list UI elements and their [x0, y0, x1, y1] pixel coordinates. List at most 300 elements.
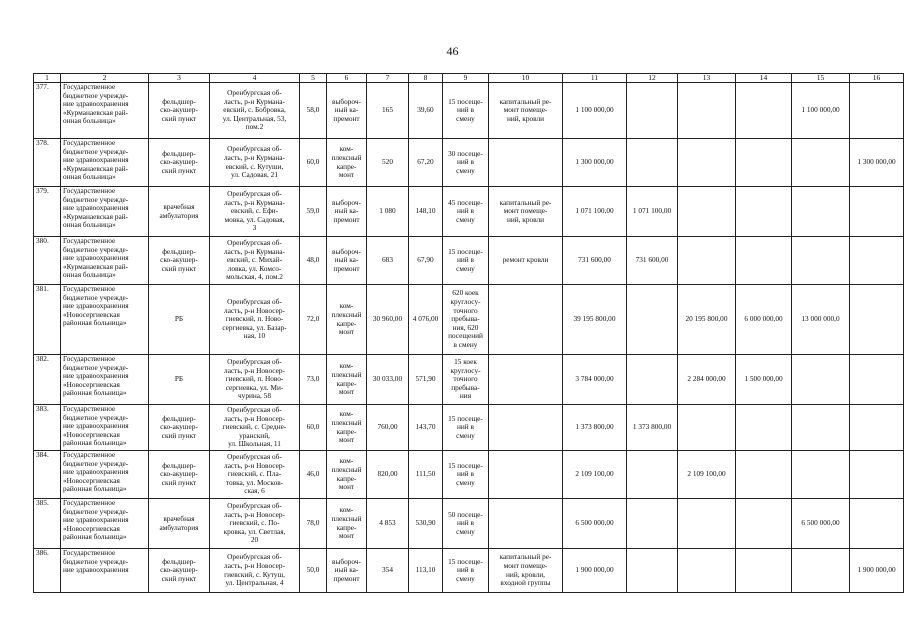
repair-type	[327, 237, 367, 285]
facility-address-line: уранский,	[239, 430, 270, 440]
amount-col-14	[736, 187, 792, 237]
institution-name-line: ние здравоохранения	[63, 371, 129, 381]
facility-type	[149, 139, 210, 187]
institution-name	[61, 285, 149, 355]
capacity-line: смену	[456, 263, 475, 273]
repair-type-line: выбороч-	[332, 556, 361, 566]
facility-address-line: Оренбургская об-	[227, 238, 282, 248]
amount-col-13	[678, 187, 736, 237]
capacity-line: в смену	[453, 339, 478, 349]
repair-type-line: монт	[338, 482, 355, 492]
institution-name-line: онная больница»	[63, 270, 116, 280]
amount-col-16	[850, 405, 904, 451]
cell-col-5: 48,0	[300, 237, 327, 285]
capacity	[443, 187, 489, 237]
facility-type-line: ско-акушер-	[160, 105, 198, 115]
capacity-line: 15 посеще-	[448, 246, 483, 256]
amount-col-15	[792, 405, 850, 451]
repair-type	[327, 451, 367, 499]
facility-address-line: Оренбургская об-	[227, 357, 282, 367]
institution-name-line: ние здравоохранения	[63, 421, 129, 431]
facility-address-line: Оренбургская об-	[227, 552, 282, 562]
institution-name	[61, 355, 149, 405]
institution-name-line: «Курманаевская рай-	[63, 163, 129, 173]
facility-address-line: 20	[250, 535, 259, 545]
facility-type-line: ско-акушер-	[160, 469, 198, 479]
total-amount: 2 109 100,00	[563, 451, 627, 499]
repair-type-line: плексный	[331, 309, 362, 319]
facility-address-line: Оренбургская об-	[227, 88, 282, 98]
amount-col-16: 1 900 000,00	[850, 549, 904, 593]
capacity-line: пребыва-	[451, 314, 480, 324]
institution-name-line: бюджетное учрежде-	[63, 292, 129, 302]
institution-name-line: ние здравоохранения	[63, 253, 129, 263]
capacity-line: 15 посеще-	[448, 96, 483, 106]
institution-name-line: Государственное	[63, 82, 116, 91]
cell-col-8: 148,10	[409, 187, 443, 237]
repair-type-line: плексный	[331, 513, 362, 523]
institution-name-line: бюджетное учрежде-	[63, 556, 129, 566]
capacity-line: 15 посеще-	[448, 413, 483, 423]
amount-col-16: 1 300 000,00	[850, 139, 904, 187]
institution-name-line: Государственное	[63, 284, 116, 293]
amount-col-12	[627, 139, 678, 187]
institution-name-line: ние здравоохранения	[63, 301, 129, 311]
facility-type-line: амбулатория	[159, 210, 199, 220]
capacity-line: 45 посеще-	[448, 197, 483, 207]
amount-col-14	[736, 405, 792, 451]
facility-type-line: ско-акушер-	[160, 157, 198, 167]
repair-type	[327, 405, 367, 451]
facility-type-line: ский пункт	[161, 573, 197, 583]
total-amount: 6 500 000,00	[563, 499, 627, 549]
institution-name-line: онная больница»	[63, 220, 116, 230]
facility-address	[210, 187, 300, 237]
amount-col-13	[678, 83, 736, 139]
amount-col-12	[627, 285, 678, 355]
capacity-line: смену	[456, 214, 475, 224]
institution-name-line: «Курманаевская рай-	[63, 107, 129, 117]
capacity-line: 15 посеще-	[448, 556, 483, 566]
cell-col-5: 59,0	[300, 187, 327, 237]
amount-col-14: 1 500 000,00	[736, 355, 792, 405]
facility-type	[149, 499, 210, 549]
facility-type	[149, 187, 210, 237]
total-amount: 1 300 000,00	[563, 139, 627, 187]
facility-address	[210, 237, 300, 285]
institution-name	[61, 549, 149, 593]
institution-name-line: «Новосергиевская	[63, 523, 120, 533]
facility-type-line: фельдшер-	[162, 96, 196, 106]
institution-name-line: «Новосергиевская	[63, 429, 120, 439]
cell-col-5: 50,0	[300, 549, 327, 593]
total-amount: 3 784 000,00	[563, 355, 627, 405]
amount-col-16	[850, 499, 904, 549]
works-description-line: монт помеще-	[503, 105, 548, 115]
capacity-line: 620 коек	[452, 288, 479, 298]
facility-address-line: пом.2	[245, 122, 264, 132]
facility-type-line: ский пункт	[161, 263, 197, 273]
capacity	[443, 83, 489, 139]
repair-type-line: ный ка-	[334, 206, 359, 216]
repair-type-line: капре-	[336, 522, 357, 532]
works-description-line: монт помеще-	[503, 560, 548, 570]
institution-name-line: «Новосергиевская	[63, 309, 120, 319]
amount-col-14	[736, 139, 792, 187]
institution-name-line: Государственное	[63, 236, 116, 245]
repair-type	[327, 285, 367, 355]
cell-col-8: 571,90	[409, 355, 443, 405]
capacity-line: круглосу-	[450, 365, 481, 375]
works-description-line: ний, кровли,	[506, 569, 545, 579]
institution-name-line: бюджетное учрежде-	[63, 244, 129, 254]
capacity-line: посещений	[448, 331, 483, 341]
amount-col-14	[736, 237, 792, 285]
works-description-line: монт помеще-	[503, 206, 548, 216]
cell-col-8: 67,20	[409, 139, 443, 187]
institution-name-line: бюджетное учрежде-	[63, 458, 129, 468]
capacity	[443, 237, 489, 285]
facility-type	[149, 83, 210, 139]
facility-address-line: ул. Школьная, 11	[228, 439, 281, 449]
works-description-line: входной группы	[500, 578, 551, 588]
amount-col-13: 2 109 100,00	[678, 451, 736, 499]
amount-col-15	[792, 549, 850, 593]
facility-address-line: гиевский, с. Пла-	[227, 469, 282, 479]
total-amount: 1 373 800,00	[563, 405, 627, 451]
amount-col-13: 2 284 000,00	[678, 355, 736, 405]
facility-address-line: чурина, 58	[238, 391, 271, 401]
capacity-line: ний в	[457, 206, 474, 216]
institution-name-line: онная больница»	[63, 172, 116, 182]
institution-name-line: «Новосергиевская	[63, 379, 120, 389]
facility-type-line: врачебная	[163, 201, 195, 211]
total-amount: 1 071 100,00	[563, 187, 627, 237]
institution-name-line: Государственное	[63, 138, 116, 147]
cell-col-7: 760,00	[367, 405, 409, 451]
column-number-1: 1	[34, 74, 61, 83]
repair-type	[327, 355, 367, 405]
capacity-line: точного	[453, 374, 478, 384]
capacity-line: ний в	[457, 105, 474, 115]
facility-address	[210, 451, 300, 499]
repair-type-line: плексный	[331, 152, 362, 162]
capacity-line: 15 посеще-	[448, 460, 483, 470]
repair-type-line: ком-	[339, 301, 354, 311]
facility-address-line: ласть, р-н Курмана-	[224, 197, 285, 207]
cell-col-5: 78,0	[300, 499, 327, 549]
works-description	[489, 549, 563, 593]
facility-address-line: евский, с. Михай-	[226, 255, 283, 265]
row-number: 382.	[34, 355, 61, 405]
facility-address-line: мовка, ул. Садовая,	[224, 214, 285, 224]
facility-address-line: Оренбургская об-	[227, 405, 282, 415]
column-number-2: 2	[61, 74, 149, 83]
works-description	[489, 405, 563, 451]
capacity	[443, 499, 489, 549]
capacity	[443, 405, 489, 451]
facility-address	[210, 499, 300, 549]
table-row	[34, 499, 904, 549]
repair-type-line: ный ка-	[334, 565, 359, 575]
amount-col-15: 6 500 000,00	[792, 499, 850, 549]
amount-col-16	[850, 187, 904, 237]
facility-address-line: сергиевка, ул. Базар-	[222, 322, 287, 332]
amount-col-14	[736, 499, 792, 549]
cell-col-7: 30 033,00	[367, 355, 409, 405]
facility-address-line: ная, 10	[243, 331, 266, 341]
amount-col-14	[736, 451, 792, 499]
facility-type-line: ско-акушер-	[160, 565, 198, 575]
facility-address	[210, 405, 300, 451]
amount-col-13	[678, 499, 736, 549]
total-amount: 39 195 800,00	[563, 285, 627, 355]
cell-col-5: 72,0	[300, 285, 327, 355]
facility-type-line: ский пункт	[161, 430, 197, 440]
amount-col-16	[850, 451, 904, 499]
amount-col-13	[678, 549, 736, 593]
amount-col-14	[736, 83, 792, 139]
facility-address-line: ловка, ул. Комсо-	[227, 263, 282, 273]
facility-type	[149, 451, 210, 499]
cell-col-8: 4 076,00	[409, 285, 443, 355]
column-number-8: 8	[409, 74, 443, 83]
facility-address-line: товка, ул. Москов-	[225, 477, 284, 487]
amount-col-12	[627, 355, 678, 405]
column-number-3: 3	[149, 74, 210, 83]
facility-address-line: 3	[252, 223, 257, 233]
column-number-16: 16	[850, 74, 904, 83]
cell-col-7: 354	[367, 549, 409, 593]
table-row	[34, 451, 904, 499]
facility-address-line: Оренбургская об-	[227, 501, 282, 511]
repair-type-line: капре-	[336, 378, 357, 388]
amount-col-13	[678, 139, 736, 187]
capacity-line: ний в	[457, 422, 474, 432]
amount-col-13	[678, 237, 736, 285]
facility-address	[210, 83, 300, 139]
repair-type	[327, 499, 367, 549]
amount-col-16	[850, 237, 904, 285]
row-number: 385.	[34, 499, 61, 549]
institution-name-line: ние здравоохранения	[63, 467, 129, 477]
capital-repair-table	[33, 73, 904, 593]
amount-col-15	[792, 451, 850, 499]
amount-col-15: 13 000 000,0	[792, 285, 850, 355]
institution-name-line: бюджетное учрежде-	[63, 506, 129, 516]
cell-col-5: 73,0	[300, 355, 327, 405]
column-number-7: 7	[367, 74, 409, 83]
table-row	[34, 139, 904, 187]
amount-col-15	[792, 237, 850, 285]
facility-address-line: гиевский, с. По-	[229, 518, 280, 528]
facility-address-line: гиевский, с. Кутуш,	[224, 569, 285, 579]
amount-col-12: 1 373 800,00	[627, 405, 678, 451]
facility-type	[149, 549, 210, 593]
institution-name-line: районная больница»	[63, 438, 127, 448]
repair-type-line: плексный	[331, 417, 362, 427]
repair-type-line: ком-	[339, 505, 354, 515]
repair-type-line: монт	[338, 327, 355, 337]
facility-address	[210, 549, 300, 593]
repair-type-line: монт	[338, 531, 355, 541]
facility-type-line: врачебная	[163, 513, 195, 523]
facility-type-line: ский пункт	[161, 165, 197, 175]
capacity-line: точного	[453, 305, 478, 315]
facility-address-line: ласть, р-н Новосер-	[224, 509, 285, 519]
amount-col-13	[678, 405, 736, 451]
facility-type	[149, 237, 210, 285]
capacity-line: пребыва-	[451, 382, 480, 392]
table-row	[34, 405, 904, 451]
column-number-4: 4	[210, 74, 300, 83]
facility-address-line: Оренбургская об-	[227, 189, 282, 199]
institution-name-line: ние здравоохранения	[63, 155, 129, 165]
facility-address-line: ул. Центральная, 53,	[222, 113, 287, 123]
facility-address-line: евский, с. Кутуши,	[225, 161, 284, 171]
amount-col-15: 1 100 000,00	[792, 83, 850, 139]
row-number: 386.	[34, 549, 61, 593]
capacity	[443, 285, 489, 355]
cell-col-8: 113,10	[409, 549, 443, 593]
facility-address-line: гиевский, п. Ново-	[225, 374, 284, 384]
capacity	[443, 549, 489, 593]
repair-type	[327, 549, 367, 593]
institution-name-line: бюджетное учрежде-	[63, 146, 129, 156]
amount-col-12	[627, 549, 678, 593]
facility-address-line: ул. Центральная, 4	[225, 578, 284, 588]
facility-type-line: фельдшер-	[162, 556, 196, 566]
row-number: 380.	[34, 237, 61, 285]
facility-address-line: евский, с. Ефи-	[230, 206, 279, 216]
cell-col-5: 60,0	[300, 139, 327, 187]
works-description	[489, 83, 563, 139]
repair-type-line: ный ка-	[334, 255, 359, 265]
facility-type-line: фельдшер-	[162, 246, 196, 256]
table-row	[34, 83, 904, 139]
facility-type-line: РБ	[174, 374, 184, 384]
capacity-line: смену	[456, 165, 475, 175]
capacity-line: смену	[456, 526, 475, 536]
capacity-line: ния, 620	[452, 322, 479, 332]
institution-name	[61, 451, 149, 499]
facility-address-line: ласть, р-н Новосер-	[224, 460, 285, 470]
capacity-line: 15 коек	[454, 357, 477, 367]
institution-name	[61, 83, 149, 139]
row-number: 381.	[34, 285, 61, 355]
works-description-line: капитальный ре-	[499, 197, 552, 207]
facility-address	[210, 285, 300, 355]
amount-col-14: 6 000 000,00	[736, 285, 792, 355]
row-number: 378.	[34, 139, 61, 187]
column-number-9: 9	[443, 74, 489, 83]
institution-name	[61, 237, 149, 285]
institution-name-line: районная больница»	[63, 532, 127, 542]
capacity	[443, 451, 489, 499]
facility-type-line: ский пункт	[161, 113, 197, 123]
repair-type-line: премонт	[333, 214, 360, 224]
table-row	[34, 237, 904, 285]
repair-type-line: плексный	[331, 369, 362, 379]
institution-name-line: ние здравоохранения	[63, 203, 129, 213]
capacity-line: 30 посеще-	[448, 148, 483, 158]
facility-address-line: мольская, 4, пом.2	[226, 272, 283, 282]
institution-name-line: Государственное	[63, 548, 116, 557]
works-description	[489, 237, 563, 285]
amount-col-12: 731 600,00	[627, 237, 678, 285]
cell-col-7: 1 080	[367, 187, 409, 237]
repair-type-line: ком-	[339, 456, 354, 466]
capacity-line: ний в	[457, 157, 474, 167]
amount-col-15	[792, 355, 850, 405]
facility-type-line: фельдшер-	[162, 460, 196, 470]
repair-type-line: премонт	[333, 573, 360, 583]
institution-name-line: бюджетное учрежде-	[63, 362, 129, 372]
institution-name-line: «Новосергиевская	[63, 475, 120, 485]
repair-type-line: капре-	[336, 318, 357, 328]
row-number: 379.	[34, 187, 61, 237]
facility-address-line: ласть, р-н Новосер-	[224, 365, 285, 375]
repair-type-line: ком-	[339, 361, 354, 371]
works-description	[489, 451, 563, 499]
amount-col-14	[736, 549, 792, 593]
capacity-line: ния	[459, 391, 472, 401]
repair-type	[327, 139, 367, 187]
facility-type-line: ско-акушер-	[160, 255, 198, 265]
repair-type-line: капре-	[336, 473, 357, 483]
facility-address	[210, 139, 300, 187]
facility-type	[149, 285, 210, 355]
column-number-10: 10	[489, 74, 563, 83]
institution-name	[61, 139, 149, 187]
cell-col-7: 4 853	[367, 499, 409, 549]
capacity-line: ний в	[457, 565, 474, 575]
repair-type	[327, 187, 367, 237]
page-number: 46	[446, 44, 459, 58]
institution-name-line: Государственное	[63, 354, 116, 363]
repair-type-line: выбороч-	[332, 246, 361, 256]
capacity-line: смену	[456, 477, 475, 487]
amount-col-12	[627, 451, 678, 499]
total-amount: 731 600,00	[563, 237, 627, 285]
amount-col-16	[850, 355, 904, 405]
institution-name-line: Государственное	[63, 404, 116, 413]
cell-col-5: 60,0	[300, 405, 327, 451]
facility-address-line: ласть, р-н Курмана-	[224, 152, 285, 162]
amount-col-13: 20 195 800,00	[678, 285, 736, 355]
column-number-5: 5	[300, 74, 327, 83]
capacity-line: 50 посеще-	[448, 509, 483, 519]
facility-address-line: евский, с. Бобровка,	[223, 105, 286, 115]
capacity-line: смену	[456, 430, 475, 440]
facility-address	[210, 355, 300, 405]
amount-col-16	[850, 285, 904, 355]
works-description	[489, 187, 563, 237]
repair-type-line: монт	[338, 435, 355, 445]
facility-address-line: гиевский, п. Ново-	[225, 314, 284, 324]
repair-type-line: выбороч-	[332, 96, 361, 106]
row-number: 384.	[34, 451, 61, 499]
column-number-11: 11	[563, 74, 627, 83]
institution-name	[61, 499, 149, 549]
repair-type-line: капре-	[336, 426, 357, 436]
table-row	[34, 549, 904, 593]
facility-address-line: ул. Садовая, 21	[231, 170, 278, 180]
institution-name-line: бюджетное учрежде-	[63, 412, 129, 422]
facility-address-line: ская, 6	[244, 486, 265, 496]
works-description	[489, 499, 563, 549]
total-amount: 1 100 000,00	[563, 83, 627, 139]
